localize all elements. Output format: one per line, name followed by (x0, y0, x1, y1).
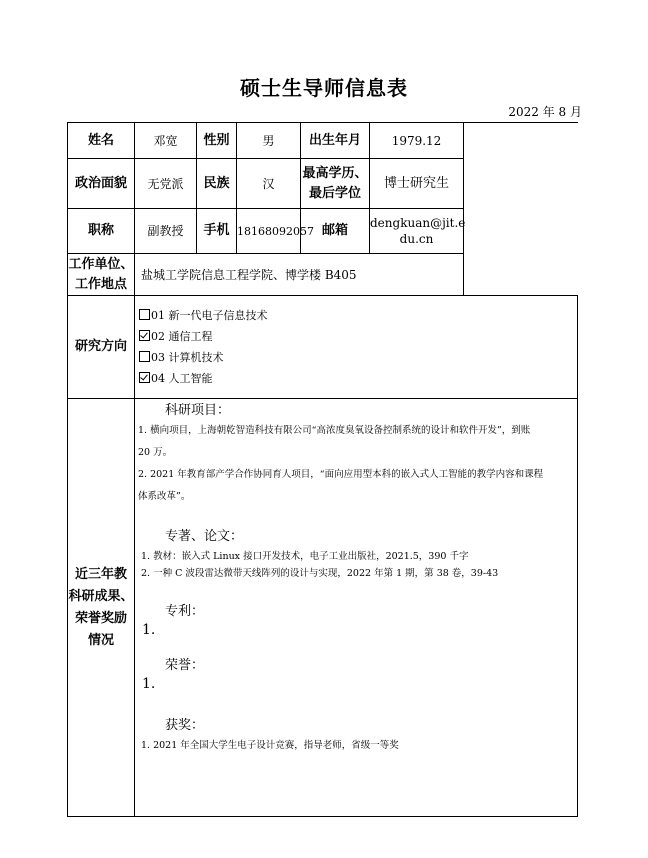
ethnic-label: 民族 (197, 159, 237, 209)
checkbox-icon[interactable] (139, 309, 150, 320)
project-item-cont: 体系改革”。 (138, 491, 191, 502)
checkbox-checked-icon[interactable] (139, 330, 150, 341)
awards-heading: 获奖： (165, 718, 205, 733)
unit-label (68, 254, 135, 296)
email-line1: dengkuan@jit.e (370, 216, 466, 230)
row-basic (68, 123, 578, 159)
title-value: 副教授 (135, 209, 197, 254)
birth-label: 出生年月 (301, 123, 370, 159)
phone-value: 18168092057 (237, 209, 301, 254)
row-achievements (68, 399, 578, 817)
research-item[interactable]: 04 人工智能 (139, 368, 577, 389)
photo-area (464, 123, 578, 296)
project-item: 1. 横向项目，上海朝乾智造科技有限公司“高浓度臭氧设备控制系统的设计和软件开发”，到账 (138, 425, 531, 436)
politics-label: 政治面貌 (68, 159, 135, 209)
unit-value: 盐城工学院信息工程学院、博学楼 B405 (135, 254, 464, 296)
form-date: 2022 年 8 月 (508, 105, 582, 119)
checkbox-checked-icon[interactable] (139, 372, 150, 383)
email-value (370, 209, 464, 254)
project-item: 2. 2021 年教育部产学合作协同育人项目，“面向应用型本科的嵌入式人工智能的教学内容和课程 (138, 469, 544, 480)
degree-label-line2: 最后学位 (308, 185, 361, 201)
row-research (68, 296, 578, 399)
achievements-label: 近三年教 科研成果、 荣誉奖励 情况 (68, 399, 135, 817)
unit-label-line1: 工作单位、 (68, 256, 134, 272)
politics-value: 无党派 (135, 159, 197, 209)
title-label: 职称 (68, 209, 135, 254)
ethnic-value: 汉 (237, 159, 301, 209)
unit-label-line2: 工作地点 (74, 276, 127, 292)
projects-heading: 科研项目： (165, 403, 231, 418)
degree-label-line1: 最高学历、 (302, 165, 368, 181)
degree-value: 博士研究生 (370, 159, 464, 209)
honors-heading: 荣誉： (165, 658, 205, 673)
birth-value: 1979.12 (370, 123, 464, 159)
paper-item: 1. 教材：嵌入式 Linux 接口开发技术，电子工业出版社，2021.5，390 千字 (141, 551, 469, 562)
checkbox-icon[interactable] (139, 351, 150, 362)
honor-item: 1. (142, 676, 156, 692)
research-label: 研究方向 (68, 296, 135, 399)
research-item[interactable]: 03 计算机技术 (139, 347, 577, 368)
gender-label: 性别 (197, 123, 237, 159)
patents-heading: 专利： (165, 604, 205, 619)
form-title: 硕士生导师信息表 (240, 76, 408, 100)
research-item[interactable]: 02 通信工程 (139, 326, 577, 347)
name-value: 邓宽 (135, 123, 197, 159)
achievements-content (135, 399, 578, 817)
info-table (67, 122, 578, 817)
email-label: 邮箱 (301, 209, 370, 254)
email-line2: du.cn (399, 232, 434, 246)
patent-item: 1. (142, 622, 156, 638)
research-item[interactable]: 01 新一代电子信息技术 (139, 305, 577, 326)
name-label: 姓名 (68, 123, 135, 159)
award-item: 1. 2021 年全国大学生电子设计竞赛，指导老师，省级一等奖 (141, 740, 399, 751)
project-item-cont: 20 万。 (138, 447, 173, 458)
paper-item: 2. 一种 C 波段雷达微带天线阵列的设计与实现，2022 年第 1 期，第 38 卷，39-43 (141, 568, 499, 579)
research-list (135, 296, 578, 399)
phone-label: 手机 (197, 209, 237, 254)
gender-value: 男 (237, 123, 301, 159)
papers-heading: 专著、论文： (165, 529, 244, 544)
degree-label (301, 159, 370, 209)
